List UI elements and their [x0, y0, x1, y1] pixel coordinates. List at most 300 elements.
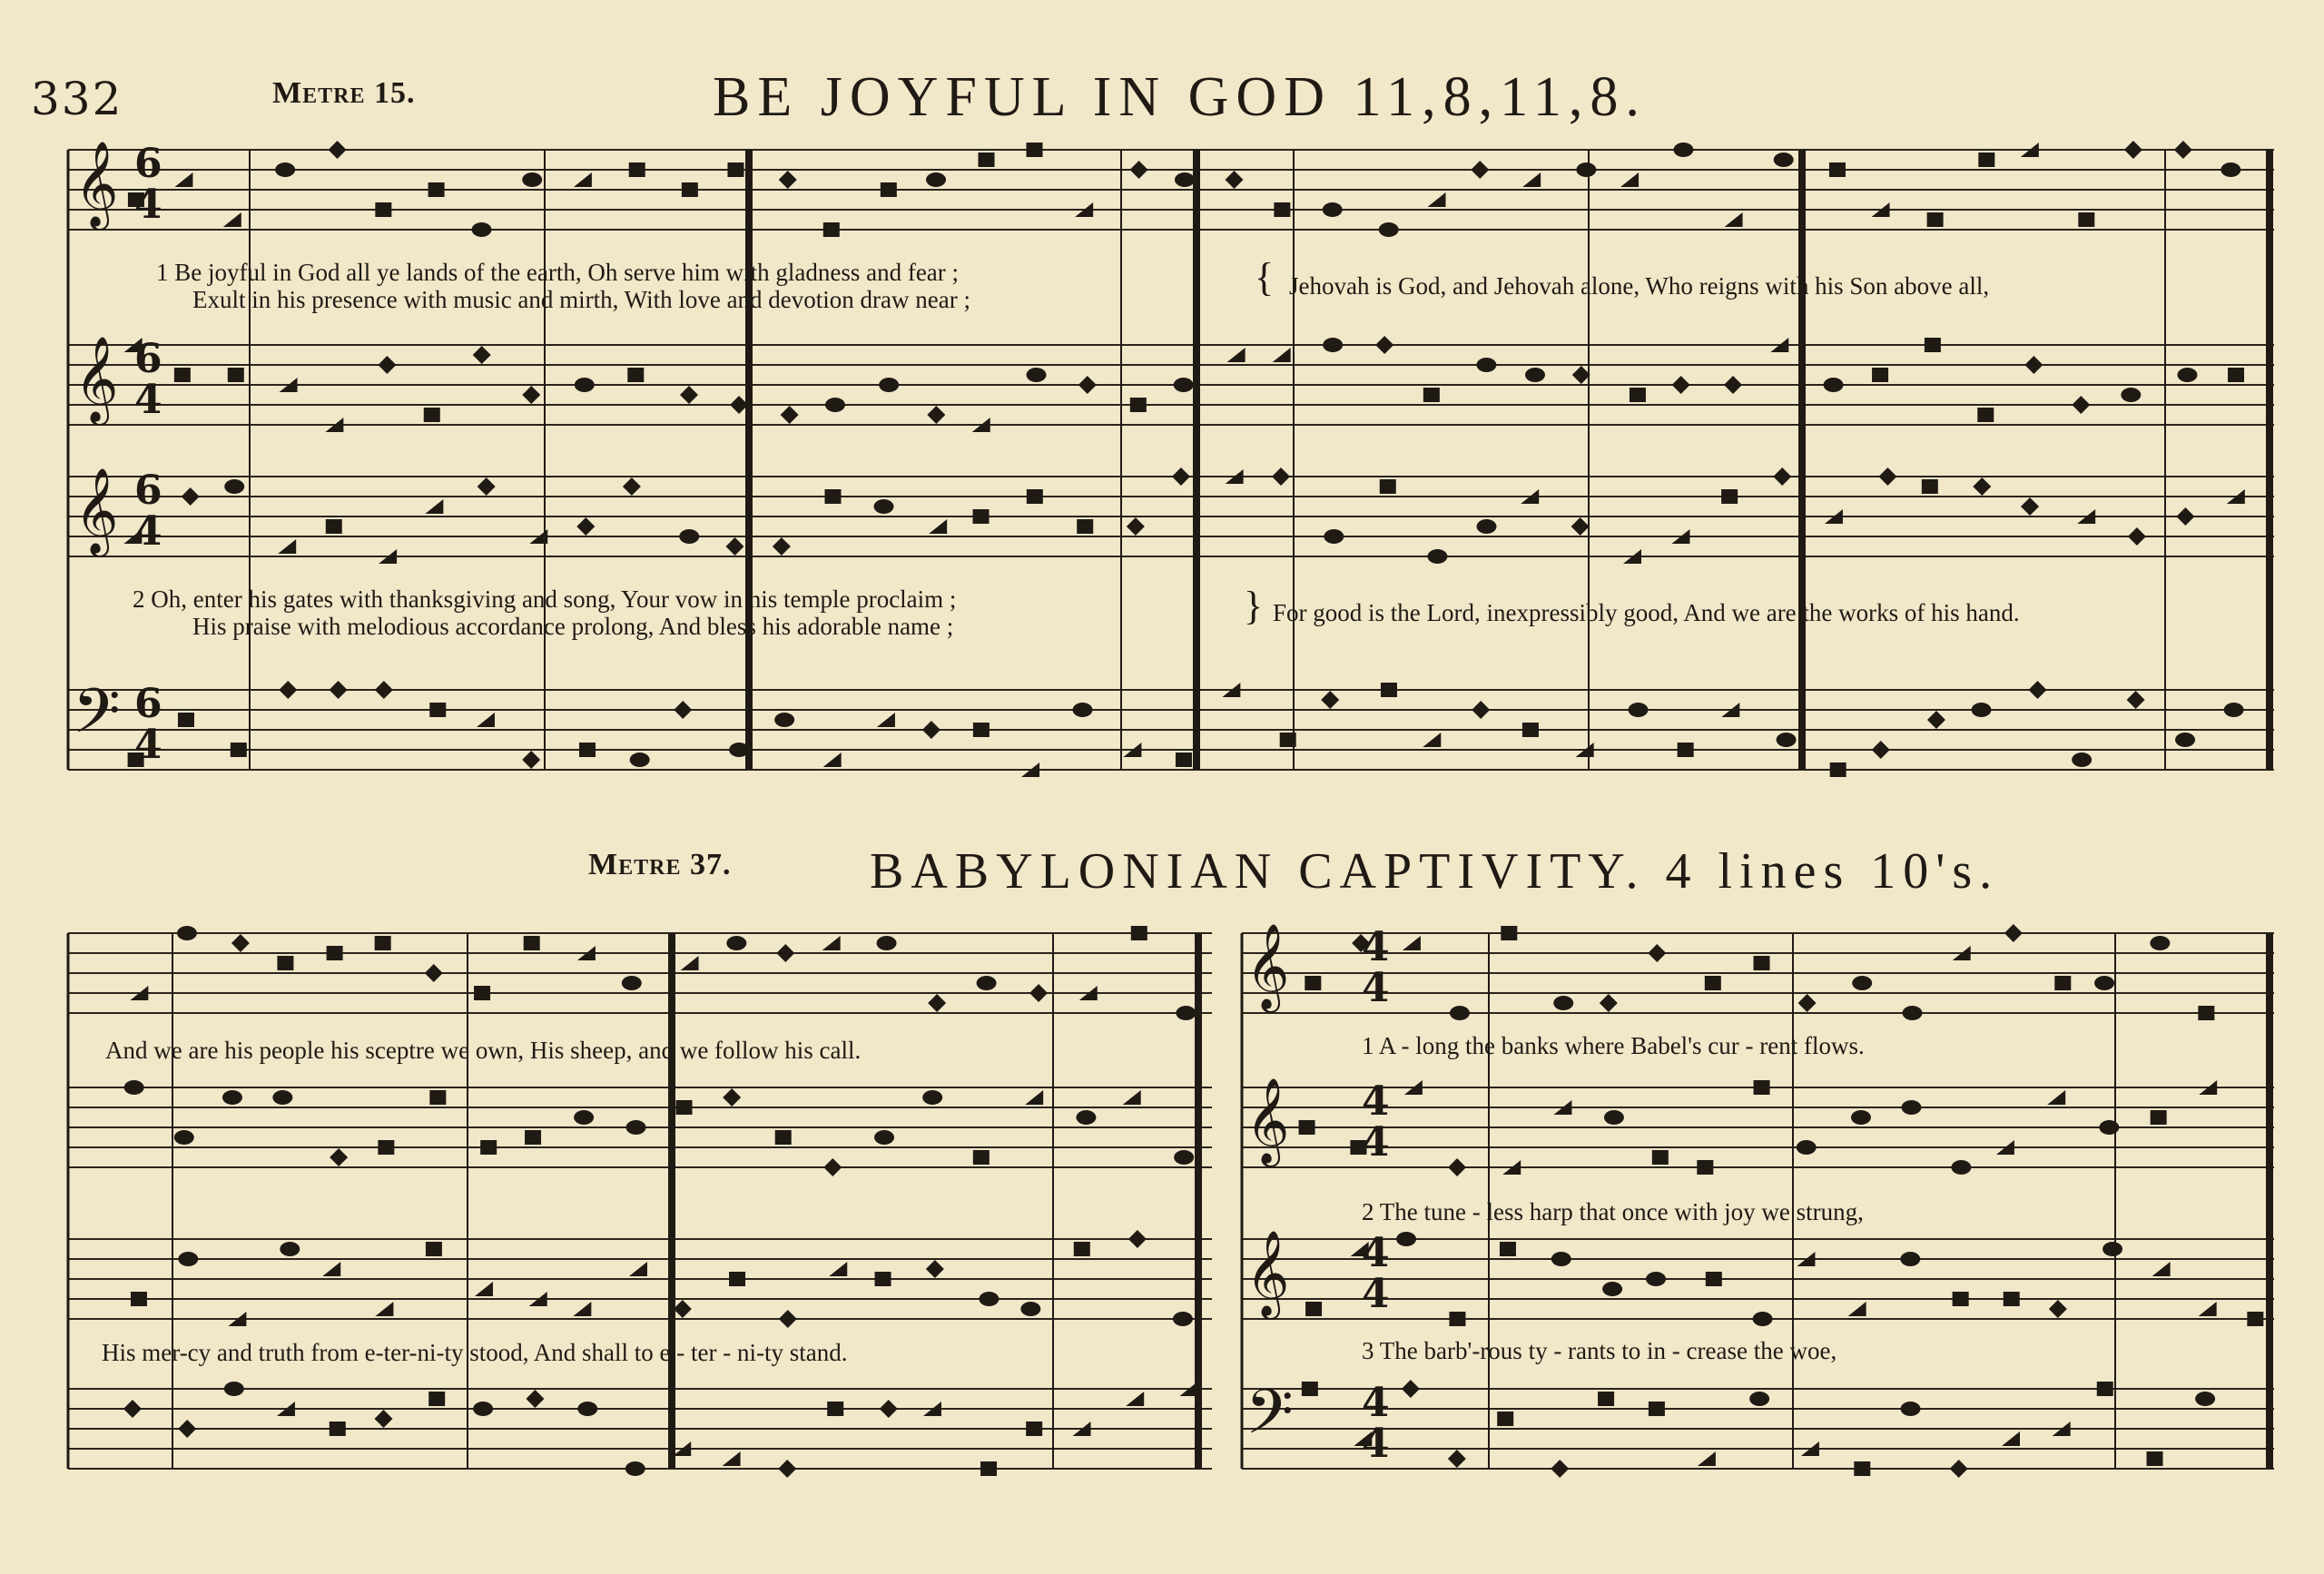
round-note: [1174, 378, 1194, 392]
time-signature-digit: 4: [1362, 1078, 1390, 1125]
square-note: [1754, 1080, 1770, 1095]
square-note: [881, 182, 897, 197]
round-note: [977, 976, 997, 990]
square-note: [1977, 408, 1994, 422]
round-note: [979, 1292, 999, 1306]
square-note: [1706, 1272, 1722, 1286]
round-note: [626, 1120, 646, 1135]
square-note: [1978, 152, 1994, 167]
square-note: [1305, 976, 1321, 990]
round-note: [280, 1242, 300, 1256]
round-note: [879, 378, 899, 392]
diamond-note: [922, 721, 940, 739]
round-note: [272, 1090, 292, 1105]
time-signature-digit: 4: [134, 508, 162, 555]
diamond-note: [522, 386, 540, 404]
diamond-note: [182, 487, 200, 506]
square-note: [2147, 1451, 2163, 1466]
treble-clef: 𝄞: [1246, 923, 1290, 1009]
square-note: [1274, 202, 1290, 217]
treble-clef: 𝄞: [74, 336, 119, 422]
staff-lines: [68, 150, 2274, 1469]
round-note: [1851, 1110, 1871, 1125]
time-signature-digit: 6: [134, 141, 162, 187]
square-note: [1705, 976, 1721, 990]
round-note: [2102, 1242, 2122, 1256]
diamond-note: [1672, 376, 1690, 394]
square-note: [1922, 479, 1938, 494]
diamond-note: [928, 994, 946, 1012]
diamond-note: [2024, 356, 2043, 374]
round-note: [522, 172, 542, 187]
round-note: [575, 378, 595, 392]
square-note: [775, 1130, 792, 1145]
diamond-note: [1551, 1460, 1569, 1478]
round-note: [1824, 378, 1844, 392]
time-signature-digit: 4: [134, 182, 162, 228]
square-note: [1280, 733, 1296, 747]
diamond-note: [779, 171, 797, 189]
round-note: [1173, 1312, 1193, 1326]
diamond-note: [2124, 141, 2142, 159]
square-note: [228, 368, 244, 382]
diamond-note: [1226, 171, 1244, 189]
diamond-note: [1448, 1158, 1466, 1176]
square-note: [823, 222, 840, 237]
triangle-note: [829, 1262, 847, 1276]
diamond-note: [1029, 984, 1048, 1002]
square-note: [378, 1140, 394, 1155]
hymn1-verse1-line1: 1 Be joyful in God all ye lands of the earth, Oh serve him with gladness and fear ;: [156, 259, 960, 286]
square-note: [727, 162, 743, 177]
square-note: [375, 202, 391, 217]
hymn1-title: BE JOYFUL IN GOD 11,8,11,8.: [713, 66, 1647, 128]
triangle-note: [278, 539, 296, 554]
round-note: [2221, 162, 2240, 177]
triangle-note: [223, 212, 241, 227]
round-note: [473, 1402, 493, 1416]
square-note: [2078, 212, 2094, 227]
square-note: [1598, 1392, 1614, 1406]
square-note: [428, 182, 445, 197]
diamond-note: [2128, 527, 2146, 546]
diamond-note: [1648, 944, 1666, 962]
hymn1-verse2-line1: 2 Oh, enter his gates with thanksgiving and song, Your vow in his temple proclaim ;: [133, 585, 957, 613]
continued-line-b: His mer-cy and truth from e-ter-ni-ty stood, And shall to e - ter - ni-ty stand.: [102, 1339, 848, 1366]
diamond-note: [473, 346, 491, 364]
diamond-note: [2049, 1300, 2067, 1318]
diamond-note: [231, 934, 250, 952]
round-note: [574, 1110, 594, 1125]
round-note: [1628, 703, 1648, 717]
round-note: [877, 936, 897, 950]
square-note: [524, 936, 540, 950]
round-note: [1175, 172, 1195, 187]
round-note: [1774, 152, 1794, 167]
square-note: [327, 946, 343, 960]
round-note: [1749, 1392, 1769, 1406]
triangle-note: [1403, 936, 1421, 950]
triangle-note: [1620, 172, 1639, 187]
square-note: [979, 152, 995, 167]
square-note: [1027, 143, 1043, 157]
diamond-note: [1950, 1460, 1968, 1478]
hymn1-verse2-refrain: For good is the Lord, inexpressibly good, And we are the works of his hand.: [1273, 599, 2020, 626]
round-note: [178, 1252, 198, 1266]
verse1-brace: {: [1255, 255, 1275, 300]
diamond-note: [1878, 467, 1896, 486]
square-note: [827, 1402, 843, 1416]
square-note: [330, 1422, 346, 1436]
square-note: [1927, 212, 1944, 227]
diamond-note: [1272, 467, 1290, 486]
diamond-note: [674, 1300, 692, 1318]
square-note: [426, 1242, 442, 1256]
round-note: [1476, 358, 1496, 372]
diamond-note: [781, 406, 799, 424]
round-note: [729, 743, 749, 757]
diamond-note: [1321, 691, 1339, 709]
time-signature-digit: 4: [1362, 1271, 1390, 1317]
diamond-note: [927, 406, 945, 424]
square-note: [627, 368, 644, 382]
square-note: [1027, 489, 1043, 504]
square-note: [2151, 1110, 2167, 1125]
diamond-note: [776, 944, 794, 962]
diamond-note: [123, 1400, 142, 1418]
square-note: [1299, 1120, 1315, 1135]
square-note: [973, 509, 990, 524]
square-note: [1131, 926, 1147, 940]
square-note: [2097, 1382, 2113, 1396]
triangle-note: [425, 499, 443, 514]
round-note: [874, 499, 894, 514]
diamond-note: [1872, 741, 1890, 759]
time-signature-digit: 4: [1362, 924, 1390, 970]
treble-clef: 𝄞: [1246, 1077, 1290, 1164]
diamond-note: [1128, 1230, 1147, 1248]
diamond-note: [680, 386, 698, 404]
triangle-note: [1025, 1090, 1043, 1105]
round-note: [1477, 519, 1497, 534]
round-note: [2094, 976, 2114, 990]
round-note: [1379, 222, 1399, 237]
square-note: [980, 1461, 997, 1476]
square-note: [2247, 1312, 2263, 1326]
diamond-note: [1773, 467, 1791, 486]
round-note: [1427, 549, 1447, 564]
bass-clef: 𝄢: [1246, 1377, 1294, 1463]
diamond-note: [1472, 701, 1490, 719]
triangle-note: [1227, 348, 1246, 362]
diamond-note: [526, 1390, 544, 1408]
square-note: [131, 1292, 147, 1306]
diamond-note: [374, 1410, 392, 1428]
triangle-note: [2002, 1431, 2020, 1446]
round-note: [1020, 1302, 1040, 1316]
round-note: [874, 1130, 894, 1145]
square-note: [682, 182, 698, 197]
round-note: [774, 713, 794, 727]
square-note: [1305, 1302, 1322, 1316]
diamond-note: [378, 356, 396, 374]
diamond-note: [823, 1158, 842, 1176]
verse2-brace: }: [1244, 584, 1264, 628]
page-number: 332: [31, 73, 123, 125]
square-note: [629, 162, 645, 177]
round-note: [224, 479, 244, 494]
round-note: [2150, 936, 2170, 950]
round-note: [630, 753, 650, 767]
square-note: [326, 519, 342, 534]
diamond-note: [773, 537, 791, 556]
round-note: [2072, 753, 2092, 767]
square-note: [1074, 1242, 1090, 1256]
round-note: [1673, 143, 1693, 157]
diamond-note: [1078, 376, 1097, 394]
square-note: [1652, 1150, 1669, 1165]
triangle-note: [475, 1282, 493, 1296]
square-note: [424, 408, 440, 422]
round-note: [1951, 1160, 1971, 1175]
hymn2-verse3: 3 The barb'-rous ty - rants to in - crease the woe,: [1362, 1337, 1837, 1364]
diamond-note: [178, 1420, 196, 1438]
round-note: [1076, 1110, 1096, 1125]
round-note: [577, 1402, 597, 1416]
diamond-note: [330, 681, 348, 699]
diamond-note: [1130, 161, 1148, 179]
diamond-note: [926, 1260, 944, 1278]
treble-clef: 𝄞: [1246, 1230, 1290, 1316]
round-note: [1604, 1110, 1624, 1125]
diamond-note: [2127, 691, 2145, 709]
triangle-note: [2152, 1262, 2171, 1276]
diamond-note: [279, 681, 297, 699]
round-note: [926, 172, 946, 187]
round-note: [2175, 733, 2195, 747]
round-note: [1971, 703, 1991, 717]
hymn1-verse1-refrain: Jehovah is God, and Jehovah alone, Who reigns with his Son above all,: [1289, 272, 1990, 300]
square-note: [1026, 1422, 1042, 1436]
round-note: [1072, 703, 1092, 717]
diamond-note: [1572, 366, 1590, 384]
triangle-note: [1427, 192, 1445, 207]
diamond-note: [425, 964, 443, 982]
round-note: [2099, 1120, 2119, 1135]
square-note: [973, 723, 990, 737]
round-note: [2195, 1392, 2215, 1406]
square-note: [174, 368, 191, 382]
square-note: [1854, 1461, 1870, 1476]
hymn1-metre: Metre 15.: [272, 76, 416, 110]
square-note: [1649, 1402, 1665, 1416]
diamond-note: [329, 141, 347, 159]
round-note: [1576, 162, 1596, 177]
triangle-note: [823, 753, 842, 767]
triangle-note: [322, 1262, 340, 1276]
diamond-note: [330, 1148, 348, 1166]
time-signature-digit: 4: [1362, 1380, 1390, 1426]
square-note: [480, 1140, 497, 1155]
round-note: [1027, 368, 1047, 382]
diamond-note: [674, 701, 692, 719]
square-note: [1872, 368, 1888, 382]
round-note: [174, 1130, 194, 1145]
diamond-note: [478, 477, 496, 496]
diamond-note: [2021, 497, 2039, 516]
round-note: [472, 222, 492, 237]
round-note: [224, 1382, 244, 1396]
round-note: [1551, 1252, 1571, 1266]
triangle-note: [681, 956, 699, 970]
round-note: [275, 162, 295, 177]
diamond-note: [375, 681, 393, 699]
diamond-note: [522, 751, 540, 769]
square-note: [429, 703, 446, 717]
square-note: [2228, 368, 2244, 382]
square-note: [1302, 1382, 1318, 1396]
diamond-note: [778, 1460, 796, 1478]
triangle-note: [1848, 1302, 1866, 1316]
diamond-note: [1724, 376, 1742, 394]
hymn1-verse2-line2: His praise with melodious accordance prolong, And bless his adorable name ;: [192, 613, 954, 640]
round-note: [1852, 976, 1872, 990]
round-note: [1176, 1006, 1196, 1020]
round-note: [2121, 388, 2141, 402]
bass-clef: 𝄢: [73, 676, 121, 762]
hymn2-metre: Metre 37.: [588, 848, 732, 881]
round-note: [1553, 996, 1573, 1010]
round-note: [1323, 338, 1343, 352]
square-note: [2004, 1292, 2020, 1306]
diamond-note: [576, 517, 595, 536]
diamond-note: [779, 1310, 797, 1328]
square-note: [1830, 762, 1846, 777]
square-note: [1130, 398, 1147, 412]
triangle-note: [2047, 1090, 2065, 1105]
triangle-note: [2199, 1302, 2217, 1316]
square-note: [1829, 162, 1846, 177]
square-note: [1497, 1412, 1513, 1426]
round-note: [1901, 1100, 1921, 1115]
square-note: [1925, 338, 1941, 352]
hymn2-verse2: 2 The tune - less harp that once with joy we strung,: [1362, 1198, 1864, 1225]
diamond-note: [725, 537, 743, 556]
diamond-note: [723, 1088, 741, 1107]
triangle-note: [573, 1302, 591, 1316]
triangle-note: [1423, 733, 1441, 747]
square-note: [729, 1272, 745, 1286]
diamond-note: [1798, 994, 1817, 1012]
square-note: [428, 1392, 445, 1406]
hymn2-title: BABYLONIAN CAPTIVITY. 4 lines 10's.: [870, 843, 2000, 900]
triangle-note: [174, 172, 192, 187]
diamond-note: [1600, 994, 1618, 1012]
diamond-note: [1973, 477, 1991, 496]
square-note: [429, 1090, 446, 1105]
square-note: [474, 986, 490, 1000]
triangle-note: [1698, 1451, 1716, 1466]
time-signature-digit: 4: [1362, 1119, 1390, 1166]
round-note: [1323, 202, 1343, 217]
triangle-note: [929, 519, 947, 534]
triangle-note: [574, 172, 592, 187]
continued-line-a: And we are his people his sceptre we own, His sheep, and we follow his call.: [105, 1037, 862, 1064]
square-note: [178, 713, 194, 727]
round-note: [2177, 368, 2197, 382]
square-note: [875, 1272, 891, 1286]
diamond-note: [1471, 161, 1489, 179]
triangle-note: [877, 713, 895, 727]
square-note: [2198, 1006, 2214, 1020]
round-note: [1777, 733, 1797, 747]
round-note: [1900, 1402, 1920, 1416]
time-signature-digit: 6: [134, 336, 162, 382]
time-signature-digit: 6: [134, 681, 162, 727]
round-note: [1525, 368, 1545, 382]
clefs: [73, 141, 1390, 1467]
round-note: [2224, 703, 2244, 717]
diamond-note: [1375, 336, 1393, 354]
diamond-note: [623, 477, 641, 496]
diamond-note: [1127, 517, 1145, 536]
round-note: [177, 926, 197, 940]
round-note: [1602, 1282, 1622, 1296]
triangle-note: [1273, 348, 1291, 362]
triangle-note: [822, 936, 841, 950]
round-note: [1797, 1140, 1817, 1155]
round-note: [1174, 1150, 1194, 1165]
treble-clef: 𝄞: [74, 467, 119, 554]
round-note: [1753, 1312, 1773, 1326]
square-note: [277, 956, 293, 970]
round-note: [222, 1090, 242, 1105]
square-note: [375, 936, 391, 950]
triangle-note: [1522, 172, 1541, 187]
round-note: [1646, 1272, 1666, 1286]
round-note: [1396, 1232, 1416, 1246]
round-note: [922, 1090, 942, 1105]
triangle-note: [629, 1262, 647, 1276]
triangle-note: [1123, 1090, 1141, 1105]
round-note: [124, 1080, 144, 1095]
triangle-note: [375, 1302, 393, 1316]
square-note: [525, 1130, 541, 1145]
square-note: [1077, 519, 1093, 534]
round-note: [825, 398, 845, 412]
round-note: [622, 976, 642, 990]
square-note: [1953, 1292, 1969, 1306]
triangle-note: [1725, 212, 1743, 227]
square-note: [1500, 1242, 1516, 1256]
square-note: [2054, 976, 2071, 990]
square-note: [1501, 926, 1517, 940]
diamond-note: [1448, 1450, 1466, 1468]
round-note: [1324, 529, 1344, 544]
round-note: [1450, 1006, 1470, 1020]
triangle-note: [723, 1451, 741, 1466]
triangle-note: [1126, 1392, 1144, 1406]
round-note: [726, 936, 746, 950]
square-note: [1380, 479, 1396, 494]
square-note: [579, 743, 596, 757]
square-note: [231, 743, 247, 757]
round-note: [625, 1461, 645, 1476]
square-note: [1697, 1160, 1713, 1175]
round-note: [1903, 1006, 1923, 1020]
time-signature-digit: 4: [134, 377, 162, 423]
round-note: [1900, 1252, 1920, 1266]
